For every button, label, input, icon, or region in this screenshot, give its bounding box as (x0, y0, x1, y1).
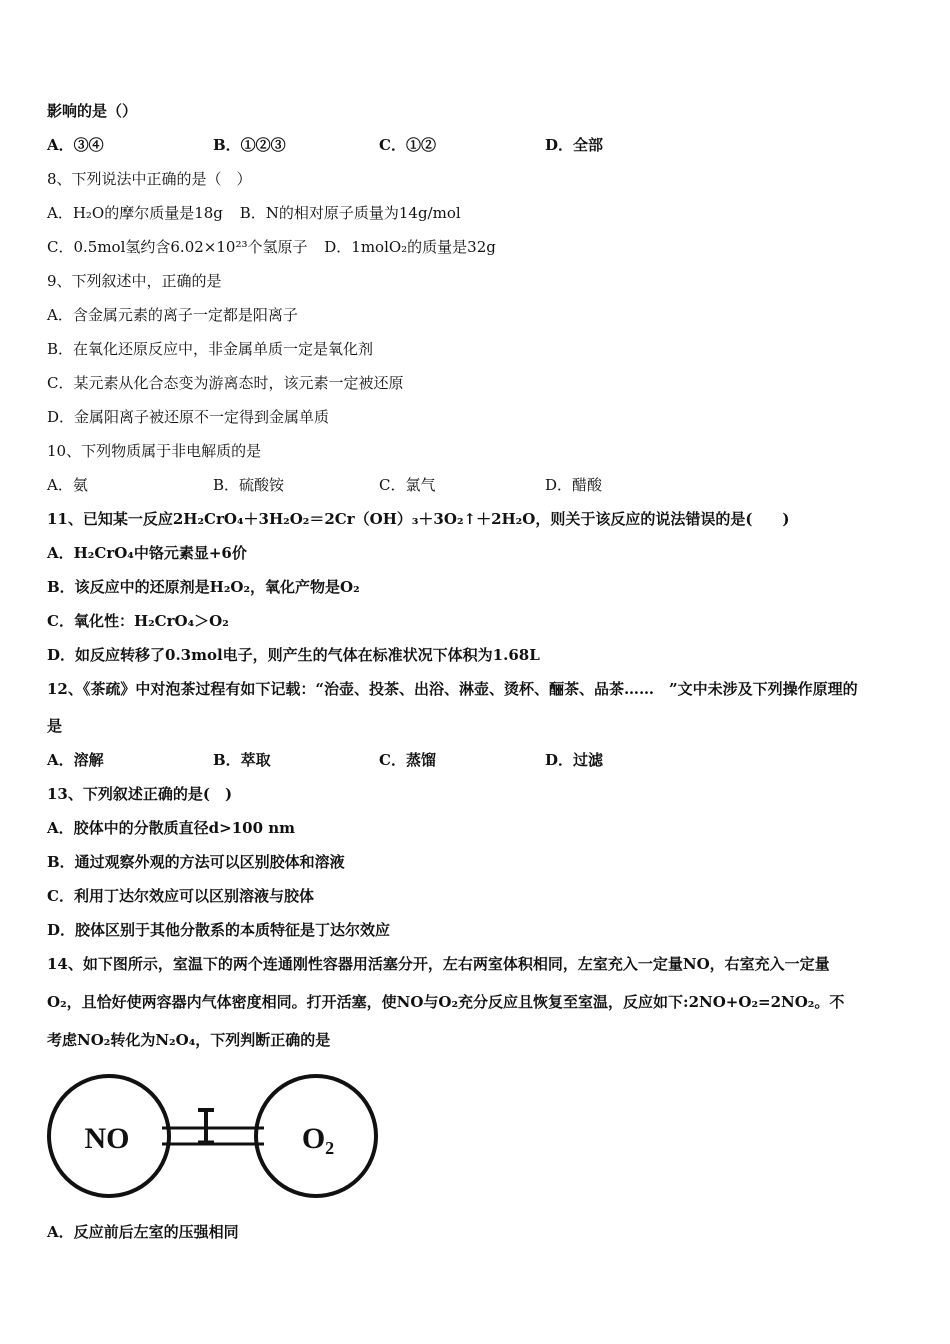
q8-option-a: A．H₂O的摩尔质量是18g (47, 204, 223, 222)
q10-option-a: A．氨 (47, 476, 88, 494)
q12-stem-line2: 是 (47, 717, 63, 735)
q10-option-d: D．醋酸 (545, 476, 603, 494)
q13-option-c: C．利用丁达尔效应可以区别溶液与胶体 (47, 887, 314, 905)
q12-option-a: A．溶解 (47, 751, 104, 769)
q7-option-a: A．③④ (47, 136, 104, 154)
q7-option-b: B．①②③ (213, 136, 286, 154)
q9-option-d: D．金属阳离子被还原不一定得到金属单质 (47, 408, 330, 426)
q12-stem-line1: 12、《茶疏》中对泡茶过程有如下记载：“治壶、投茶、出浴、淋壶、烫杯、酾茶、品茶…… ”文中未涉及下列操作原理的 (47, 680, 858, 698)
q11-stem: 11、已知某一反应2H₂CrO₄＋3H₂O₂＝2Cr（OH）₃＋3O₂↑＋2H₂O，则关于该反应的说法错误的是( ) (47, 510, 790, 528)
q11-option-d: D．如反应转移了0.3mol电子，则产生的气体在标准状况下体积为1.68L (47, 646, 540, 664)
q14-stem-line3: 考虑NO₂转化为N₂O₄，下列判断正确的是 (47, 1031, 331, 1049)
q11-option-a: A．H₂CrO₄中铬元素显+6价 (47, 544, 247, 562)
q12-option-c: C．蒸馏 (379, 751, 436, 769)
q14-stem-line2: O₂，且恰好使两容器内气体密度相同。打开活塞，使NO与O₂充分反应且恢复至室温，反应如下:2NO+O₂=2NO₂。不 (47, 993, 845, 1011)
q8-options-row1 (47, 203, 461, 223)
q8-option-b: B．N的相对原子质量为14g/mol (239, 204, 461, 222)
q9-stem: 9、下列叙述中，正确的是 (47, 272, 222, 290)
left-gas-label: NO (84, 1122, 130, 1155)
q10-options (47, 475, 711, 495)
q9-option-a: A．含金属元素的离子一定都是阳离子 (47, 306, 298, 324)
gas-containers-diagram (44, 1072, 384, 1202)
q8-option-d: D．1molO₂的质量是32g (324, 238, 496, 256)
q13-option-d: D．胶体区别于其他分散系的本质特征是丁达尔效应 (47, 921, 391, 939)
q10-option-b: B．硫酸铵 (213, 476, 285, 494)
q12-option-b: B．萃取 (213, 751, 271, 769)
right-gas-label: O₂ (301, 1122, 335, 1155)
q13-option-a: A．胶体中的分散质直径d>100 nm (47, 819, 296, 837)
q7-option-d: D．全部 (545, 136, 604, 154)
q12-options (47, 750, 711, 770)
q14-stem-line1: 14、如下图所示，室温下的两个连通刚性容器用活塞分开，左右两室体积相同，左室充入一定量NO，右室充入一定量 (47, 955, 830, 973)
q9-option-b: B．在氧化还原反应中，非金属单质一定是氧化剂 (47, 340, 374, 358)
q7-option-c: C．①② (379, 136, 436, 154)
q12-option-d: D．过滤 (545, 751, 604, 769)
q8-stem: 8、下列说法中正确的是（ ） (47, 170, 252, 188)
q11-option-c: C．氧化性：H₂CrO₄＞O₂ (47, 612, 229, 630)
q10-stem: 10、下列物质属于非电解质的是 (47, 442, 262, 460)
q13-option-b: B．通过观察外观的方法可以区别胶体和溶液 (47, 853, 345, 871)
q7-options (47, 135, 711, 155)
q11-option-b: B．该反应中的还原剂是H₂O₂，氧化产物是O₂ (47, 578, 360, 596)
q13-stem: 13、下列叙述正确的是( ) (47, 785, 233, 803)
question-tail-text: 影响的是（） (47, 102, 138, 120)
q8-option-c: C．0.5mol氢约含6.02×10²³个氢原子 (47, 238, 308, 256)
q14-option-a: A．反应前后左室的压强相同 (47, 1223, 239, 1241)
q8-options-row2 (47, 237, 496, 257)
q10-option-c: C．氯气 (379, 476, 436, 494)
q9-option-c: C．某元素从化合态变为游离态时，该元素一定被还原 (47, 374, 404, 392)
